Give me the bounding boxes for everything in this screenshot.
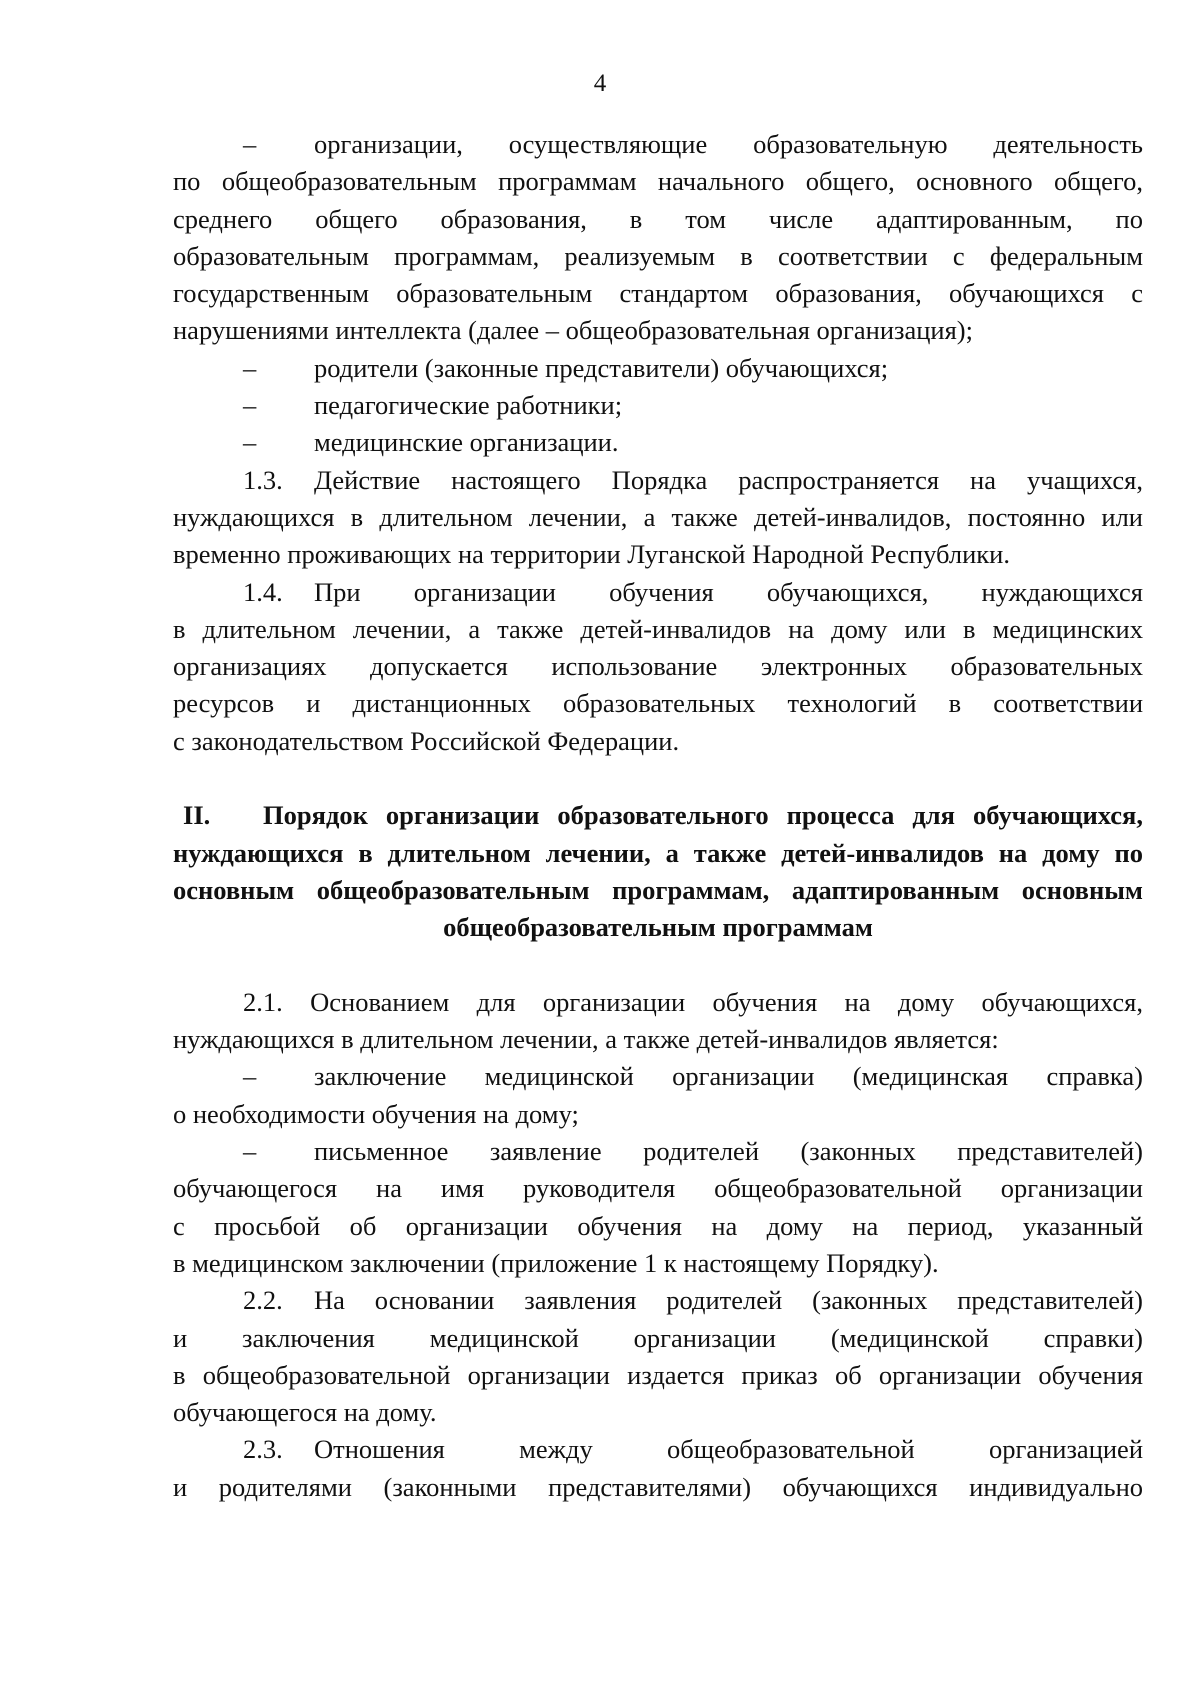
dash-bullet: – xyxy=(243,427,257,458)
dash-bullet: – xyxy=(243,129,257,159)
heading-line: Порядок организации образовательного процесса для обучающихся, xyxy=(263,800,1143,831)
text-line: по общеобразовательным программам начального общего, основного общего, xyxy=(173,166,1143,197)
paragraph-2-1 xyxy=(173,984,1143,1059)
paragraph-1-3 xyxy=(173,462,1143,574)
text-line: в общеобразовательной организации издается приказ об организации обучения xyxy=(173,1359,1143,1390)
list-item xyxy=(173,126,1143,350)
text-line: о необходимости обучения на дому; xyxy=(173,1098,579,1129)
paragraph-number: 2.2. xyxy=(243,1285,283,1316)
paragraph-2-3 xyxy=(173,1431,1143,1506)
text-line: нарушениями интеллекта (далее – общеобразовательная организация); xyxy=(173,315,973,346)
text-line: и заключения медицинской организации (медицинской справки) xyxy=(173,1322,1143,1353)
text-line: обучающегося на имя руководителя общеобразовательной организации xyxy=(173,1173,1143,1204)
paragraph-text: Отношения между общеобразовательной организацией xyxy=(314,1434,1143,1465)
list-item-text: педагогические работники; xyxy=(314,390,623,421)
list-item xyxy=(173,387,1143,424)
heading-line: основным общеобразовательным программам, адаптированным основным xyxy=(173,874,1143,905)
heading-line: нуждающихся в длительном лечении, а также детей-инвалидов на дому по xyxy=(173,837,1143,868)
page-number: 4 xyxy=(593,70,607,97)
paragraph-text: Действие настоящего Порядка распространяется на учащихся, xyxy=(314,464,1143,495)
list-item-text: заключение медицинской организации (медицинская справка) xyxy=(314,1061,1143,1092)
text-line: и родителями (законными представителями) обучающихся индивидуально xyxy=(173,1471,1143,1502)
section-heading xyxy=(173,797,1143,946)
dash-bullet: – xyxy=(243,390,257,421)
dash-bullet: – xyxy=(243,352,257,383)
section-numeral: II. xyxy=(183,800,211,831)
paragraph-2-2 xyxy=(173,1282,1143,1431)
text-line: обучающегося на дому. xyxy=(173,1397,437,1428)
paragraph-text: На основании заявления родителей (законных представителей) xyxy=(314,1285,1143,1316)
text-line: образовательным программам, реализуемым в соответствии с федеральным xyxy=(173,240,1143,271)
list-item xyxy=(173,1133,1143,1282)
paragraph-number: 2.3. xyxy=(243,1434,283,1465)
list-item xyxy=(173,1058,1143,1133)
list-item-text: родители (законные представители) обучающихся; xyxy=(314,352,889,383)
list-item-text: медицинские организации. xyxy=(314,427,619,458)
text-line: с законодательством Российской Федерации. xyxy=(173,725,680,756)
text-line: нуждающихся в длительном лечении, а также детей-инвалидов является: xyxy=(173,1024,999,1055)
paragraph-text: При организации обучения обучающихся, нуждающихся xyxy=(314,576,1143,607)
paragraph-1-4 xyxy=(173,574,1143,760)
document-body xyxy=(173,126,1143,1506)
text-line: государственным образовательным стандартом образования, обучающихся с xyxy=(173,278,1143,309)
list-item-text: письменное заявление родителей (законных представителей) xyxy=(314,1136,1143,1167)
paragraph-number: 1.3. xyxy=(243,464,283,495)
text-line: временно проживающих на территории Луганской Народной Республики. xyxy=(173,539,1010,570)
text-line: нуждающихся в длительном лечении, а также детей-инвалидов, постоянно или xyxy=(173,501,1143,532)
dash-bullet: – xyxy=(243,1136,257,1167)
text-line: ресурсов и дистанционных образовательных технологий в соответствии xyxy=(173,688,1143,719)
list-item-text: организации, осуществляющие образовательную деятельность xyxy=(314,129,1143,159)
paragraph-number: 1.4. xyxy=(243,576,283,607)
text-line: среднего общего образования, в том числе адаптированным, по xyxy=(173,203,1143,234)
heading-line: общеобразовательным программам xyxy=(443,912,873,943)
list-item xyxy=(173,350,1143,387)
text-line: в длительном лечении, а также детей-инвалидов на дому или в медицинских xyxy=(173,613,1143,644)
paragraph-text: 2.1. Основанием для организации обучения на дому обучающихся, xyxy=(243,986,1143,1017)
text-line: в медицинском заключении (приложение 1 к настоящему Порядку). xyxy=(173,1247,939,1278)
list-item xyxy=(173,424,1143,461)
text-line: с просьбой об организации обучения на дому на период, указанный xyxy=(173,1210,1143,1241)
text-line: организациях допускается использование электронных образовательных xyxy=(173,651,1143,682)
dash-bullet: – xyxy=(243,1061,257,1092)
